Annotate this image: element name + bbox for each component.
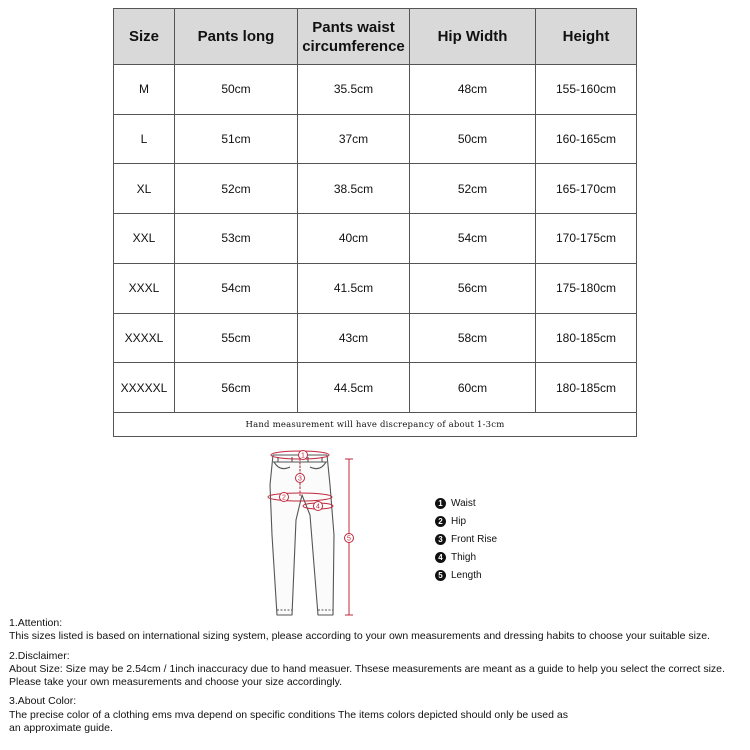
legend-item	[435, 530, 497, 548]
note-title: 1.Attention:	[9, 617, 63, 629]
cell-size: XL	[114, 164, 175, 214]
svg-text:2: 2	[282, 494, 286, 502]
cell-pants-long: 52cm	[175, 164, 298, 214]
legend-label: Thigh	[451, 551, 477, 563]
cell-hip-width: 54cm	[410, 214, 536, 264]
cell-hip-width: 50cm	[410, 114, 536, 164]
cell-waist: 43cm	[298, 313, 410, 363]
notes-section	[9, 617, 744, 741]
cell-hip-width: 60cm	[410, 363, 536, 413]
note-text: About Size: Size may be 2.54cm / 1inch inaccuracy due to hand measuer. Thsese measurements are meant as a guide to help you select the correct size.	[9, 662, 725, 675]
table-row	[114, 313, 637, 363]
header-waist-circumference: Pants waist circumference	[298, 9, 410, 65]
cell-pants-long: 56cm	[175, 363, 298, 413]
cell-pants-long: 53cm	[175, 214, 298, 264]
svg-text:4: 4	[316, 503, 320, 511]
cell-height: 155-160cm	[536, 65, 637, 115]
table-row	[114, 214, 637, 264]
number-badge-icon: 2	[435, 516, 446, 527]
legend-label: Hip	[451, 515, 467, 527]
cell-size: XXXXXL	[114, 363, 175, 413]
cell-height: 175-180cm	[536, 263, 637, 313]
pants-diagram	[260, 445, 370, 620]
cell-hip-width: 48cm	[410, 65, 536, 115]
cell-size: XXXL	[114, 263, 175, 313]
cell-waist: 37cm	[298, 114, 410, 164]
marker-thigh	[314, 502, 323, 511]
note-text: an approximate guide.	[9, 722, 113, 735]
cell-hip-width: 52cm	[410, 164, 536, 214]
number-badge-icon: 1	[435, 498, 446, 509]
legend-item	[435, 566, 497, 584]
cell-size: XXL	[114, 214, 175, 264]
cell-height: 170-175cm	[536, 214, 637, 264]
legend-item	[435, 548, 497, 566]
table-row	[114, 114, 637, 164]
note-section	[9, 695, 744, 735]
note-text: The precise color of a clothing ems mva depend on specific conditions The items colors depicted should only be used as	[9, 708, 568, 721]
cell-height: 160-165cm	[536, 114, 637, 164]
cell-hip-width: 56cm	[410, 263, 536, 313]
legend-label: Waist	[451, 497, 476, 509]
note-text: This sizes listed is based on international sizing system, please according to your own measurements and dressing habits to choose your suitable size.	[9, 630, 710, 643]
cell-height: 180-185cm	[536, 363, 637, 413]
table-row	[114, 164, 637, 214]
marker-front-rise	[296, 474, 305, 483]
note-section	[9, 650, 744, 690]
legend-label: Length	[451, 569, 482, 581]
marker-length	[345, 534, 354, 543]
svg-text:5: 5	[347, 535, 351, 543]
note-text: Please take your own measurements and choose your size accordingly.	[9, 676, 343, 689]
cell-size: M	[114, 65, 175, 115]
header-height: Height	[536, 9, 637, 65]
table-note-row	[114, 413, 637, 437]
table-row	[114, 65, 637, 115]
cell-waist: 40cm	[298, 214, 410, 264]
cell-pants-long: 50cm	[175, 65, 298, 115]
svg-text:3: 3	[298, 475, 302, 483]
cell-size: L	[114, 114, 175, 164]
header-hip-width: Hip Width	[410, 9, 536, 65]
marker-hip	[280, 493, 289, 502]
legend-item	[435, 494, 497, 512]
number-badge-icon: 5	[435, 570, 446, 581]
header-size: Size	[114, 9, 175, 65]
cell-pants-long: 55cm	[175, 313, 298, 363]
header-pants-long: Pants long	[175, 9, 298, 65]
cell-height: 165-170cm	[536, 164, 637, 214]
size-chart-table	[113, 8, 637, 437]
cell-waist: 38.5cm	[298, 164, 410, 214]
cell-size: XXXXL	[114, 313, 175, 363]
note-section	[9, 617, 744, 644]
cell-hip-width: 58cm	[410, 313, 536, 363]
measurement-legend	[435, 494, 497, 584]
measurement-note: Hand measurement will have discrepancy of about 1-3cm	[114, 413, 637, 437]
cell-waist: 44.5cm	[298, 363, 410, 413]
number-badge-icon: 3	[435, 534, 446, 545]
table-header-row	[114, 9, 637, 65]
marker-waist	[299, 451, 308, 460]
legend-label: Front Rise	[451, 533, 498, 545]
number-badge-icon: 4	[435, 552, 446, 563]
cell-height: 180-185cm	[536, 313, 637, 363]
cell-pants-long: 54cm	[175, 263, 298, 313]
legend-item	[435, 512, 497, 530]
table-row	[114, 363, 637, 413]
cell-waist: 35.5cm	[298, 65, 410, 115]
cell-pants-long: 51cm	[175, 114, 298, 164]
cell-waist: 41.5cm	[298, 263, 410, 313]
note-title: 2.Disclaimer:	[9, 649, 70, 662]
table-row	[114, 263, 637, 313]
svg-text:1: 1	[301, 452, 305, 460]
note-title: 3.About Color:	[9, 695, 77, 708]
